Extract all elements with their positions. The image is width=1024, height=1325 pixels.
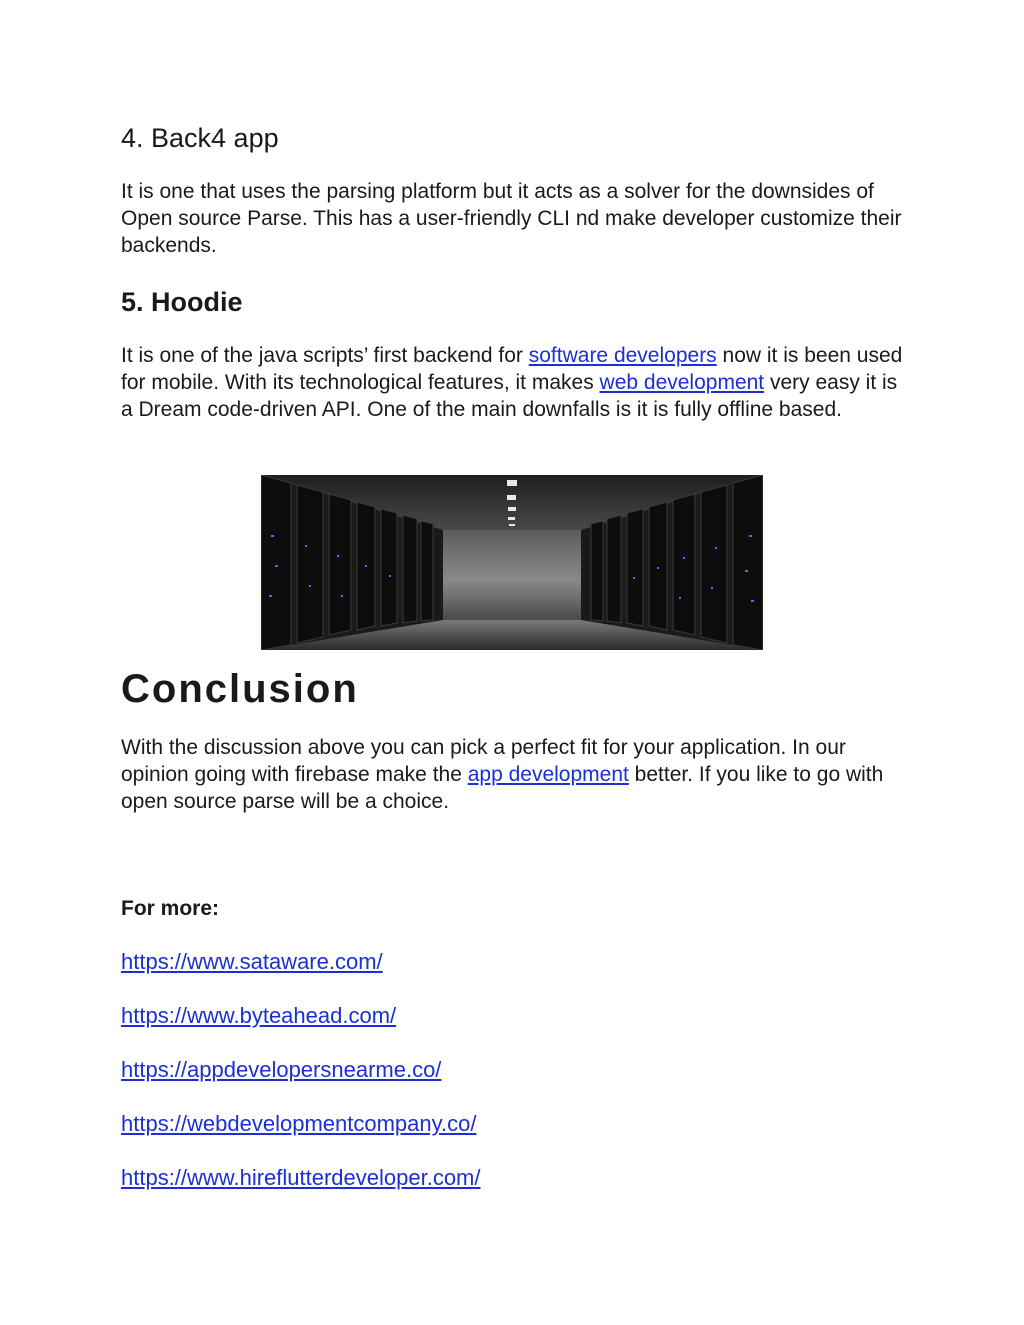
text-run: very easy it is a Dream code-driven API. One of the main downfalls is it is fully offline based. — [121, 371, 898, 421]
conclusion-body — [121, 734, 911, 815]
link-sataware[interactable]: https://www.sataware.com/ — [121, 949, 383, 974]
section-heading-back4app: 4. Back4 app — [121, 123, 279, 153]
conclusion-heading: Conclusion — [121, 667, 359, 711]
link-software-developers[interactable]: software developers — [528, 344, 717, 367]
text-run: It is one of the java scripts’ first backend for — [121, 344, 529, 367]
link-appdevelopersnearme[interactable]: https://appdevelopersnearme.co/ — [121, 1057, 442, 1082]
section-body-back4app: It is one that uses the parsing platform but it acts as a solver for the downsides of Open source Parse. This has a user-friendly CLI nd make developer customize their backends. — [121, 180, 902, 257]
link-byteahead[interactable]: https://www.byteahead.com/ — [121, 1003, 397, 1028]
for-more-label: For more: — [121, 897, 220, 920]
server-room-photo — [261, 475, 763, 650]
text-run: now it is been used for mobile. With its technological features, it makes — [121, 344, 903, 394]
text-run: better. If you like to go with open source parse will be a choice. — [121, 763, 884, 813]
text-run: With the discussion above you can pick a perfect fit for your application. In our opinion going with firebase make the — [121, 736, 846, 786]
section-body-hoodie — [121, 342, 911, 423]
link-web-development[interactable]: web development — [599, 371, 765, 394]
link-webdevelopmentcompany[interactable]: https://webdevelopmentcompany.co/ — [121, 1111, 477, 1136]
link-hireflutterdeveloper[interactable]: https://www.hireflutterdeveloper.com/ — [121, 1165, 481, 1190]
section-heading-hoodie: 5. Hoodie — [121, 287, 243, 317]
link-app-development[interactable]: app development — [467, 763, 629, 786]
